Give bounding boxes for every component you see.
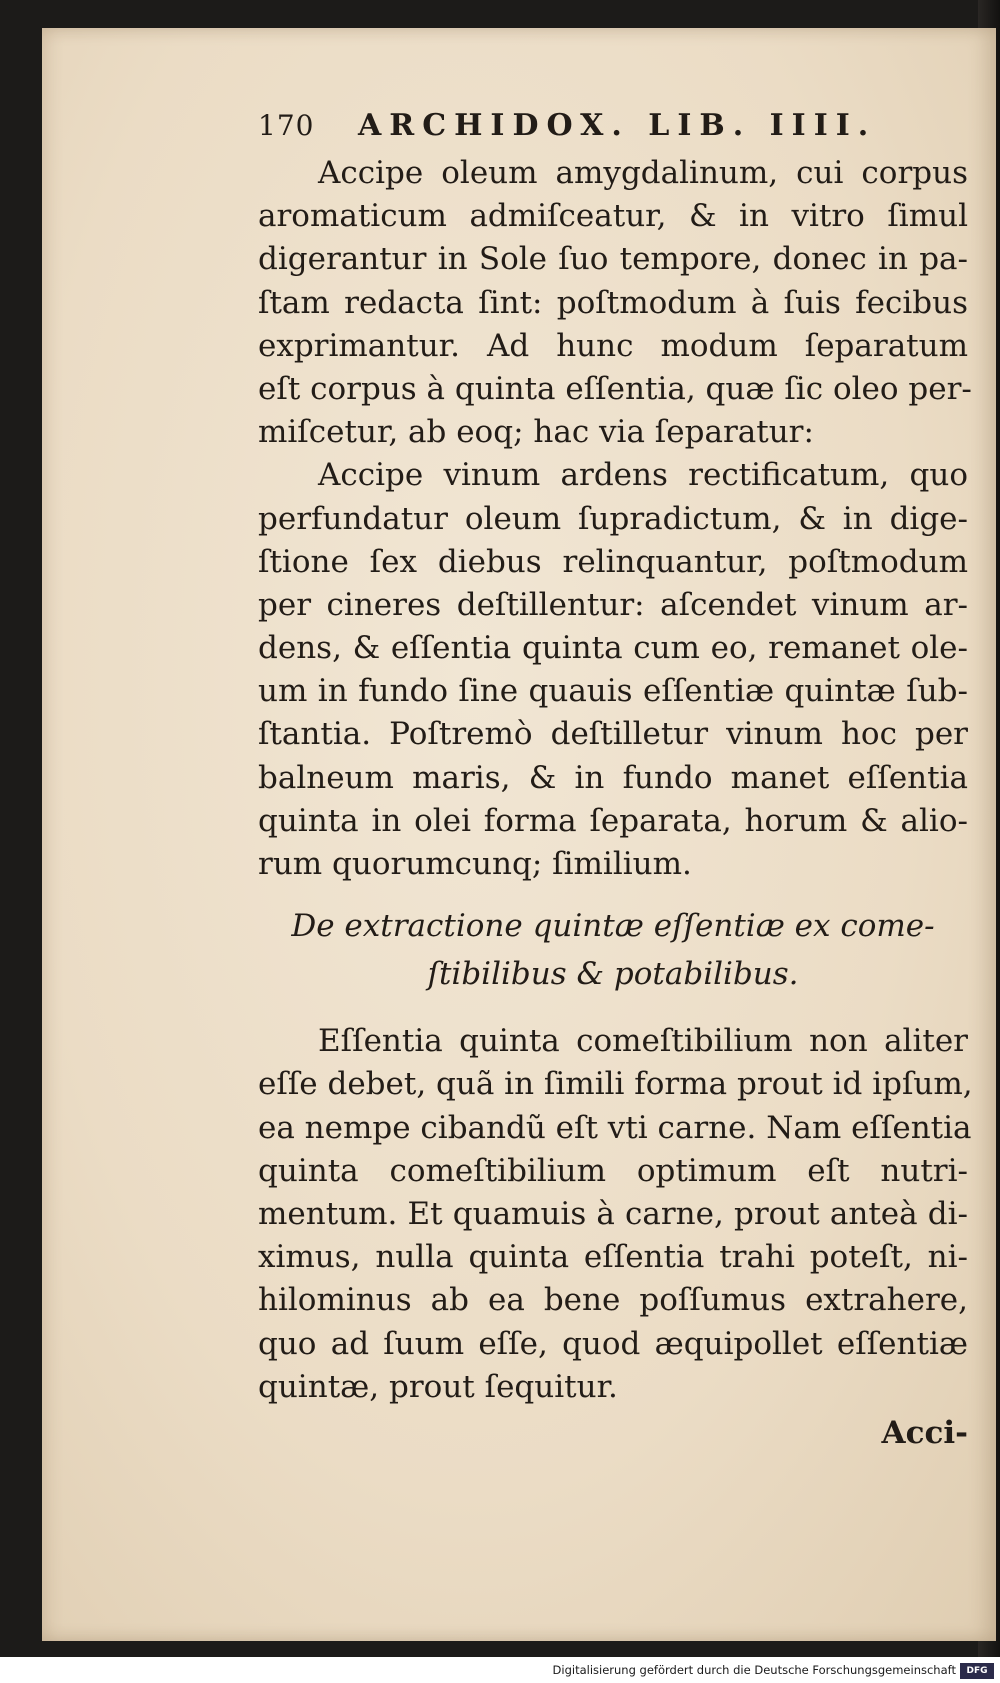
- text-line: dens, & eſſentia quinta cum eo, remanet ole-: [258, 630, 968, 667]
- text-line: digerantur in Sole ſuo tempore, donec in pa-: [258, 241, 968, 278]
- text-line: rum quorumcunq; ſimilium.: [258, 846, 692, 882]
- text-line: per cineres deſtillentur: aſcendet vinum ar-: [258, 586, 968, 623]
- text-line: quo ad ſuum eſſe, quod æquipollet eſſentiæ: [258, 1325, 968, 1362]
- catchword: Acci-: [881, 1414, 968, 1451]
- paragraph-2: [258, 454, 968, 886]
- text-line: ea nempe cibandũ eſt vti carne. Nam eſſentia: [258, 1109, 972, 1146]
- text-line: quinta comeſtibilium optimum eſt nutri-: [258, 1152, 968, 1189]
- text-line: mentum. Et quamuis à carne, prout anteà di-: [258, 1195, 968, 1232]
- text-block: [258, 108, 973, 1457]
- paragraph-3: [258, 1020, 973, 1409]
- text-line: ſtione ſex diebus relinquantur, poſtmodum: [258, 543, 968, 580]
- text-line: ximus, nulla quinta eſſentia trahi poteſt, ni-: [258, 1239, 968, 1276]
- page-number: 170: [258, 109, 315, 142]
- text-line: Eſſentia quinta comeſtibilium non aliter: [318, 1023, 968, 1060]
- text-line: Accipe vinum ardens rectificatum, quo: [318, 457, 968, 494]
- text-line: Accipe oleum amygdalinum, cui corpus: [318, 155, 968, 191]
- text-line: quintæ, prout ſequitur.: [258, 1368, 618, 1405]
- text-line: eſt corpus à quinta eſſentia, quæ ſic oleo per-: [258, 370, 972, 407]
- text-line: balneum maris, & in fundo manet eſſentia: [258, 759, 968, 796]
- text-line: ſtam redacta ſint: poſtmodum à ſuis fecibus: [258, 284, 968, 321]
- section-heading: [258, 902, 968, 998]
- running-title: ARCHIDOX. LIB. IIII.: [358, 108, 877, 143]
- digitization-note: Digitalisierung gefördert durch die Deutsche Forschungsgemeinschaft: [552, 1663, 956, 1677]
- text-line: hilominus ab ea bene poſſumus extrahere,: [258, 1282, 968, 1319]
- text-line: aromaticum admiſceatur, & in vitro ſimul: [258, 198, 968, 235]
- running-head: [258, 108, 968, 152]
- text-line: miſcetur, ab eoq; hac via ſeparatur:: [258, 414, 814, 451]
- section-heading-line: ſtibilibus & potabilibus.: [427, 956, 799, 993]
- section-heading-line: De extractione quintæ eſſentiæ ex come-: [291, 908, 935, 945]
- dfg-logo-icon: DFG: [960, 1663, 994, 1679]
- text-line: um in fundo ſine quauis eſſentiæ quintæ ſub-: [258, 673, 968, 710]
- paragraph-1: [258, 152, 972, 454]
- text-line: exprimantur. Ad hunc modum ſeparatum: [258, 327, 968, 364]
- text-line: perfundatur oleum ſupradictum, & in dige-: [258, 500, 968, 537]
- text-line: ſtantia. Poſtremò deſtilletur vinum hoc per: [258, 716, 968, 753]
- text-line: quinta in olei forma ſeparata, horum & alio-: [258, 802, 968, 839]
- text-line: eſſe debet, quã in ſimili forma prout id ipſum,: [258, 1066, 973, 1103]
